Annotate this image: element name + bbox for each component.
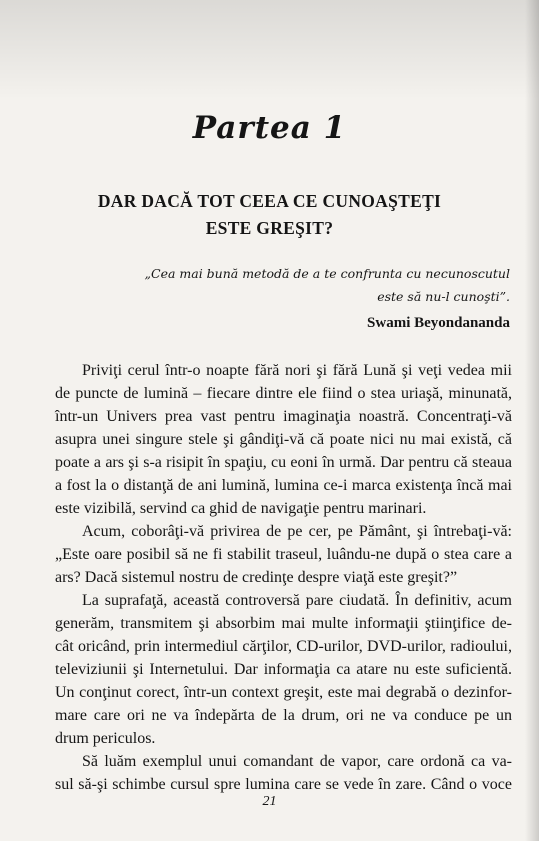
text-line: Să luăm exemplul unui comandant de vapor, care ordonă ca va-	[82, 753, 512, 770]
text-line: a fost la o distanţă de ani lumină, lumina ce-i marca existenţa încă mai	[55, 477, 512, 494]
body-text	[55, 359, 512, 796]
text-line: La suprafaţă, această controversă pare ciudată. În definitiv, acum	[82, 592, 512, 609]
text-line: ars? Dacă sistemul nostru de credinţe despre viaţă este greşit?”	[55, 569, 458, 586]
text-line: televiziunii şi Internetului. Dar informaţia ca atare nu este suficientă.	[55, 661, 512, 678]
body-paragraph	[55, 750, 512, 796]
text-line: într-un Univers prea vast pentru imaginaţia noastră. Concentraţi-vă	[55, 408, 512, 425]
text-line: mare care ori ne va îndepărta de la drum, ori ne va conduce pe un	[55, 707, 512, 724]
body-paragraph	[55, 589, 512, 750]
body-paragraph	[55, 520, 512, 589]
text-line: Un conţinut corect, într-un context greşit, este mai degrabă o dezinfor-	[55, 684, 512, 701]
chapter-title-line: DAR DACĂ TOT CEEA CE CUNOAŞTEŢI	[97, 191, 442, 211]
text-line: Priviţi cerul într-o noapte fără nori şi fără Lună şi veţi vedea mii	[82, 362, 512, 379]
chapter-title	[0, 188, 539, 242]
chapter-title-line: ESTE GREŞIT?	[205, 218, 334, 238]
show-through-shadow	[0, 0, 539, 100]
epigraph-line: este să nu-l cunoşti”.	[377, 289, 510, 304]
text-line: este vizibilă, servind ca ghid de navigaţie pentru marinari.	[55, 500, 427, 517]
text-line: poate a ars şi s-a risipit în spaţiu, cu eoni în urmă. Dar pentru că steaua	[55, 454, 512, 471]
text-line: Acum, coborâţi-vă privirea de pe cer, pe Pământ, şi întrebaţi-vă:	[82, 523, 512, 540]
epigraph-line: „Cea mai bună metodă de a te confrunta cu necunoscutul	[144, 266, 510, 281]
text-line: sul să-şi schimbe cursul spre lumina care se vede în zare. Când o voce	[55, 776, 512, 793]
text-line: drum periculos.	[55, 730, 156, 747]
part-title: Partea 1	[192, 110, 347, 146]
body-paragraph	[55, 359, 512, 520]
epigraph-quote	[110, 262, 510, 308]
text-line: generăm, transmitem şi absorbim mai multe informaţii ştiinţifice de-	[55, 615, 512, 632]
text-line: de puncte de lumină – fiecare dintre ele fiind o stea uriaşă, minunată,	[55, 385, 512, 402]
text-line: asupra unei singure stele şi gândiţi-vă că poate nici nu mai există, că	[55, 431, 512, 448]
text-line: cât oricând, prin intermediul cărţilor, CD-urilor, DVD-urilor, radioului,	[55, 638, 512, 655]
page-number: 21	[262, 794, 277, 809]
epigraph-author: Swami Beyondananda	[367, 315, 510, 331]
text-line: „Este oare posibil să ne fi stabilit traseul, luându-ne după o stea care a	[55, 546, 512, 563]
